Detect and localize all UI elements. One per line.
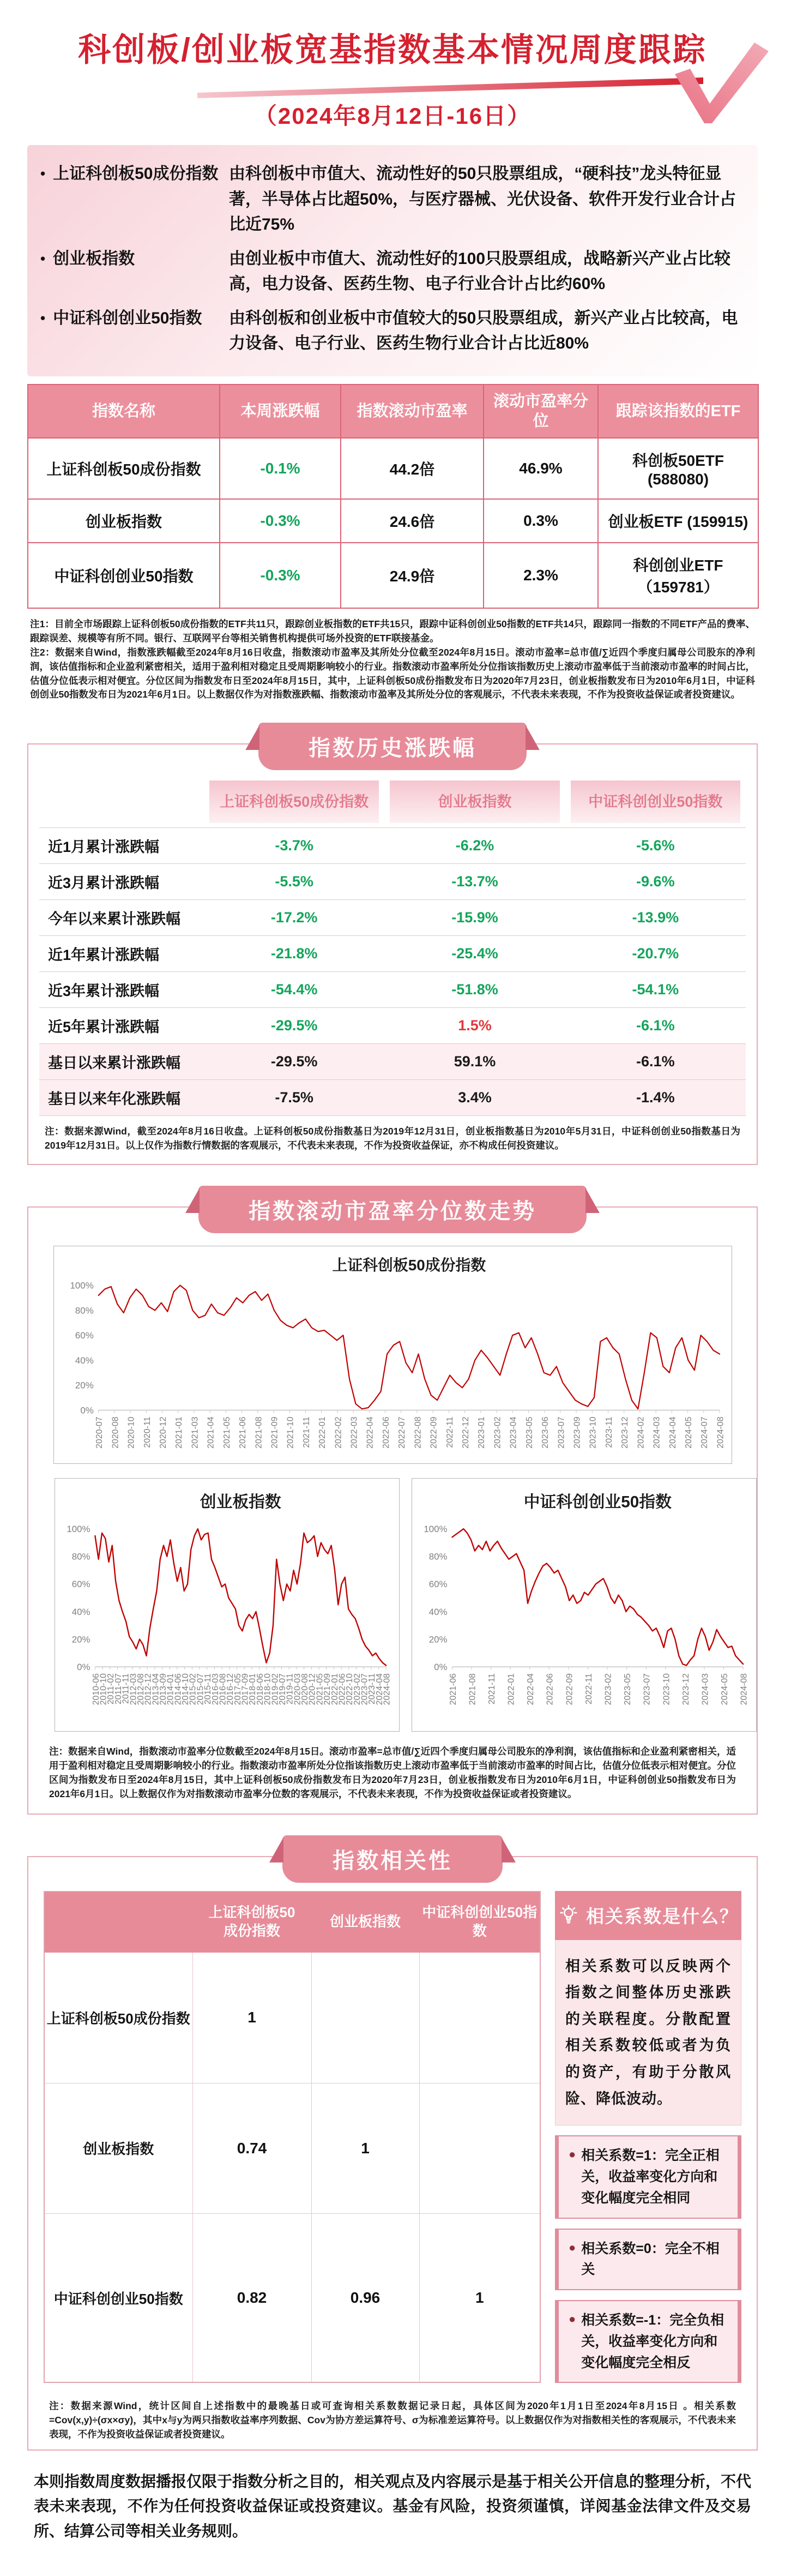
correlation-row-label: 创业板指数 (44, 2083, 192, 2213)
history-value-cell: -6.2% (384, 828, 565, 864)
correlation-info-card-text: 相关系数=0：完全不相关 (581, 2241, 720, 2278)
svg-text:2024-05: 2024-05 (720, 1673, 730, 1706)
svg-text:2012-03: 2012-03 (129, 1673, 138, 1706)
history-value-cell: -29.5% (204, 1044, 384, 1080)
svg-text:0%: 0% (434, 1662, 448, 1673)
svg-text:2020-07: 2020-07 (94, 1416, 104, 1449)
index-name-cell: 上证科创板50成份指数 (28, 438, 220, 499)
history-value-cell: -13.9% (565, 900, 746, 936)
history-row (39, 1044, 746, 1080)
history-value-cell: -3.7% (204, 828, 384, 864)
correlation-row (44, 2214, 540, 2383)
svg-text:20%: 20% (428, 1634, 448, 1645)
svg-text:2014-06: 2014-06 (173, 1673, 183, 1706)
svg-text:2023-05: 2023-05 (623, 1673, 633, 1706)
overview-table (27, 384, 759, 609)
svg-text:2016-03: 2016-03 (210, 1673, 220, 1706)
chart-title: 中证科创创业50指数 (523, 1493, 672, 1511)
svg-text:2023-07: 2023-07 (360, 1673, 370, 1706)
history-header-blank (39, 776, 204, 828)
correlation-info-card (555, 2135, 741, 2218)
history-value-cell: -5.5% (204, 864, 384, 900)
history-section (27, 736, 758, 1165)
svg-text:2021-01: 2021-01 (174, 1416, 184, 1449)
footer-disclaimer: 本则指数周度数据播报仅限于指数分析之目的，相关观点及内容展示是基于相关公开信息的整理分析，不代表未来表现，不作为任何投资收益保证或投资建议。基金有风险，投资须谨慎，详阅基金法律文件及交易所、结算公司等相关业务规则。 (34, 2472, 752, 2539)
svg-text:2020-03: 2020-03 (293, 1673, 303, 1706)
svg-text:2021-10: 2021-10 (286, 1416, 295, 1449)
weekly-change-cell: -0.3% (220, 543, 341, 608)
history-value-cell: -13.7% (384, 864, 565, 900)
history-row (39, 828, 746, 864)
correlation-row-label: 中证科创创业50指数 (44, 2214, 192, 2383)
svg-text:2023-12: 2023-12 (681, 1673, 691, 1706)
chart-title: 上证科创板50成份指数 (331, 1256, 486, 1274)
history-value-cell: -15.9% (384, 900, 565, 936)
svg-text:2021-06: 2021-06 (238, 1416, 247, 1449)
svg-text:2022-12: 2022-12 (461, 1416, 470, 1449)
correlation-header-row (44, 1892, 540, 1953)
pe-cell: 24.9倍 (341, 543, 484, 608)
etf-cell: 科创板50ETF (588080) (598, 438, 758, 499)
history-value-cell: 59.1% (384, 1044, 565, 1080)
svg-text:2022-11: 2022-11 (445, 1416, 455, 1448)
svg-text:2014-01: 2014-01 (166, 1673, 176, 1706)
history-value-cell: -51.8% (384, 972, 565, 1008)
chart-chinext (55, 1478, 400, 1732)
bullet-icon: ● (569, 2240, 576, 2254)
svg-text:2024-03: 2024-03 (701, 1673, 710, 1706)
svg-text:2023-12: 2023-12 (620, 1416, 630, 1449)
overview-col-header: 滚动市盈率分位 (484, 385, 598, 439)
valuation-ribbon: 指数滚动市盈率分位数走势 (198, 1186, 587, 1233)
history-table (39, 776, 746, 1116)
svg-text:2019-02: 2019-02 (270, 1673, 280, 1706)
pe-cell: 44.2倍 (341, 438, 484, 499)
correlation-value-cell: 0.82 (192, 2214, 311, 2383)
correlation-note: 注：数据来源Wind，统计区间自上述指数中的最晚基日或可查询相关系数数据记录日起，具体区间为2020年1月1日至2024年8月15日 。相关系数=Cov(x,y)÷(σx×σy)，其中x与y为两只指数收益率序列数据、Cov为协方差运算符号、σ为标准差运算符号。以上数据仅作为对指数相关性的客观展示，不代表未来表现，不作为投资收益保证或者投资建议。 (49, 2400, 736, 2440)
svg-text:2021-04: 2021-04 (206, 1416, 216, 1449)
svg-text:2018-10: 2018-10 (263, 1673, 273, 1706)
svg-text:2024-02: 2024-02 (636, 1416, 645, 1449)
overview-col-header: 本周涨跌幅 (220, 385, 341, 439)
svg-text:2022-09: 2022-09 (429, 1416, 439, 1449)
svg-text:2022-11: 2022-11 (584, 1673, 594, 1705)
overview-table-body (28, 438, 758, 608)
history-row-label: 近3年累计涨跌幅 (39, 972, 204, 1008)
svg-text:2011-07: 2011-07 (113, 1673, 123, 1705)
svg-text:2022-10: 2022-10 (345, 1673, 355, 1706)
history-value-cell: -29.5% (204, 1008, 384, 1044)
index-term-label: 创业板指数 (53, 249, 135, 268)
correlation-value-cell: 0.74 (192, 2083, 311, 2213)
history-row (39, 1008, 746, 1044)
history-note: 注：数据来源Wind，截至2024年8月16日收盘。上证科创板50成份指数基日为2019年12月31日，创业板指数基日为2010年5月31日，中证科创创业50指数基日为2019年12月31日。以上仅作为指数行情数据的客观展示，不代表未来表现，不作为投资收益保证，亦不构成任何投资建议。 (45, 1126, 740, 1151)
svg-text:2020-08: 2020-08 (110, 1416, 120, 1449)
etf-cell: 科创创业ETF（159781） (598, 543, 758, 608)
overview-table-head (28, 385, 758, 439)
correlation-table-body (44, 1953, 540, 2383)
history-row (39, 900, 746, 936)
valuation-section (27, 1199, 758, 1815)
index-name-cell: 创业板指数 (28, 499, 220, 543)
svg-text:2010-10: 2010-10 (99, 1673, 108, 1706)
history-value-cell: -7.5% (204, 1080, 384, 1116)
history-row-label: 近5年累计涨跌幅 (39, 1008, 204, 1044)
history-table-head (39, 776, 746, 828)
svg-text:40%: 40% (71, 1606, 90, 1617)
svg-text:100%: 100% (67, 1524, 90, 1535)
svg-text:2021-03: 2021-03 (190, 1416, 200, 1449)
intro-item (37, 306, 739, 357)
svg-text:2022-03: 2022-03 (349, 1416, 359, 1449)
overview-col-header: 跟踪该指数的ETF (598, 385, 758, 439)
bullet-icon: ● (569, 2147, 576, 2161)
history-row (39, 936, 746, 972)
overview-row (28, 438, 758, 499)
correlation-col-header: 创业板指数 (311, 1892, 419, 1953)
intro-item (37, 247, 739, 297)
valuation-inner (28, 1208, 757, 1814)
correlation-col-header: 上证科创板50 成份指数 (192, 1892, 311, 1953)
svg-text:2023-04: 2023-04 (509, 1416, 518, 1449)
correlation-info-card-text: 相关系数=-1：完全负相关，收益率变化方向和变化幅度完全相反 (581, 2313, 724, 2370)
intro-list (27, 145, 758, 376)
correlation-value-cell: 1 (192, 1953, 311, 2083)
svg-text:2024-08: 2024-08 (382, 1673, 392, 1706)
history-value-cell: -17.2% (204, 900, 384, 936)
svg-text:2014-10: 2014-10 (181, 1673, 191, 1706)
correlation-value-cell: 1 (419, 2214, 540, 2383)
bullet-icon: • (40, 309, 46, 326)
history-col-header (204, 776, 384, 828)
history-table-body (39, 828, 746, 1116)
svg-text:2019-11: 2019-11 (285, 1673, 295, 1705)
svg-text:2017-05: 2017-05 (233, 1673, 243, 1706)
svg-text:2016-08: 2016-08 (218, 1673, 228, 1706)
svg-text:2023-07: 2023-07 (642, 1673, 652, 1706)
svg-text:2024-08: 2024-08 (739, 1673, 749, 1706)
svg-text:2021-08: 2021-08 (253, 1416, 263, 1449)
correlation-section (27, 1848, 758, 2451)
overview-row (28, 543, 758, 608)
weekly-change-cell: -0.3% (220, 499, 341, 543)
svg-text:2024-05: 2024-05 (684, 1416, 693, 1449)
small-charts-row (55, 1478, 757, 1732)
history-row (39, 864, 746, 900)
svg-text:40%: 40% (75, 1355, 94, 1366)
svg-text:2015-07: 2015-07 (196, 1673, 206, 1706)
overview-note-2: 注2：数据来自Wind，指数涨跌幅截至2024年8月16日收盘，指数滚动市盈率及其所处分位截至2024年8月15日。滚动市盈率=总市值/∑近四个季度归属母公司股东的净利润，该估值指标和企业盈利紧密相关，适用于盈利相对稳定且受周期影响较小的行业。指数滚动市盈率所处分位指该指数历史上滚动市盈率低于当前滚动市盈率的时间占比，估值分位低表示相对便宜。分位区间为指数发布日至2024年8月15日，其中，上证科创板50成份指数发布日为2020年7月23日，创业板指数发布日为2010年6月1日，中证科创创业50指数发布日为2021年6月1日。以上数据仅作为对指数涨跌幅、指数滚动市盈率及其所处分位的客观展示，不代表未来表现，不作为投资收益保证或者投资建议。 (30, 646, 755, 700)
overview-row (28, 499, 758, 543)
svg-text:2015-11: 2015-11 (203, 1673, 213, 1705)
svg-text:2018-06: 2018-06 (255, 1673, 265, 1706)
svg-text:2011-02: 2011-02 (106, 1673, 116, 1705)
index-name-cell: 中证科创创业50指数 (28, 543, 220, 608)
correlation-value-cell: 1 (311, 2083, 419, 2213)
pe-percentile-cell: 46.9% (484, 438, 598, 499)
correlation-table-head (44, 1892, 540, 1953)
svg-text:2022-06: 2022-06 (381, 1416, 391, 1449)
correlation-info-card-text: 相关系数=1：完全正相关，收益率变化方向和变化幅度完全相同 (581, 2148, 720, 2206)
svg-text:20%: 20% (75, 1380, 94, 1391)
history-value-cell: -21.8% (204, 936, 384, 972)
chart-star-chinext50 (412, 1478, 757, 1732)
index-description: 由科创板和创业板中市值较大的50只股票组成，新兴产业占比较高，电力设备、电子行业、医药生物行业合计占比近80% (229, 309, 738, 352)
svg-text:2020-08: 2020-08 (300, 1673, 310, 1706)
index-description: 由创业板中市值大、流动性好的100只股票组成，战略新兴产业占比较高，电力设备、医药生物、电子行业合计占比约60% (229, 249, 731, 293)
svg-text:2023-11: 2023-11 (604, 1416, 614, 1448)
correlation-info-card (555, 2300, 741, 2383)
weekly-change-cell: -0.1% (220, 438, 341, 499)
history-value-cell: 3.4% (384, 1080, 565, 1116)
history-ribbon: 指数历史涨跌幅 (258, 723, 527, 770)
history-row (39, 972, 746, 1008)
svg-text:2023-01: 2023-01 (476, 1416, 486, 1449)
correlation-value-cell (419, 2083, 540, 2213)
history-value-cell: -6.1% (565, 1044, 746, 1080)
bullet-icon: • (40, 250, 46, 267)
bullet-icon: • (40, 165, 46, 182)
svg-text:2024-08: 2024-08 (715, 1416, 725, 1449)
svg-text:2013-09: 2013-09 (159, 1673, 168, 1706)
pe-percentile-cell: 0.3% (484, 499, 598, 543)
svg-text:2021-06: 2021-06 (448, 1673, 458, 1706)
correlation-ribbon: 指数相关性 (282, 1835, 503, 1883)
svg-text:2022-06: 2022-06 (337, 1673, 347, 1706)
correlation-header-blank (44, 1892, 192, 1953)
svg-text:2022-07: 2022-07 (397, 1416, 407, 1449)
svg-text:2023-06: 2023-06 (540, 1416, 550, 1449)
correlation-info-panel (555, 1891, 741, 2383)
svg-text:2022-01: 2022-01 (317, 1416, 327, 1449)
history-row-label: 基日以来年化涨跌幅 (39, 1080, 204, 1116)
overview-col-header: 指数名称 (28, 385, 220, 439)
history-value-cell: -54.1% (565, 972, 746, 1008)
index-term (37, 161, 229, 238)
history-value-cell: -6.1% (565, 1008, 746, 1044)
page-title: 科创板/创业板宽基指数基本情况周度跟踪 (78, 32, 707, 68)
intro-item (37, 161, 739, 238)
correlation-value-cell: 0.96 (311, 2214, 419, 2383)
correlation-table (44, 1891, 541, 2383)
svg-text:2024-03: 2024-03 (652, 1416, 662, 1449)
correlation-row-label: 上证科创板50成份指数 (44, 1953, 192, 2083)
correlation-info-bullets (555, 2135, 741, 2383)
index-term (37, 306, 229, 357)
svg-text:40%: 40% (428, 1606, 448, 1617)
history-col-chip: 上证科创板50成份指数 (209, 780, 379, 823)
svg-text:2018-01: 2018-01 (248, 1673, 258, 1706)
correlation-value-cell (419, 1953, 540, 2083)
svg-text:2021-11: 2021-11 (301, 1416, 311, 1448)
svg-text:2012-12: 2012-12 (143, 1673, 153, 1706)
svg-text:2024-04: 2024-04 (375, 1673, 384, 1706)
history-row-label: 近1月累计涨跌幅 (39, 828, 204, 864)
correlation-info-header (555, 1891, 741, 1940)
history-row-label: 近1年累计涨跌幅 (39, 936, 204, 972)
svg-text:2013-04: 2013-04 (151, 1673, 161, 1706)
svg-text:2020-11: 2020-11 (142, 1416, 152, 1448)
correlation-info-title: 相关系数是什么？ (586, 1906, 739, 1927)
index-term-label: 上证科创板50成份指数 (53, 165, 219, 183)
svg-text:2022-04: 2022-04 (526, 1673, 536, 1706)
history-inner (28, 744, 757, 1164)
etf-cell: 创业板ETF (159915) (598, 499, 758, 543)
svg-text:80%: 80% (75, 1305, 94, 1316)
overview-col-header: 指数滚动市盈率 (341, 385, 484, 439)
svg-text:2024-04: 2024-04 (668, 1416, 678, 1449)
svg-text:2021-09: 2021-09 (323, 1673, 333, 1706)
overview-header-row (28, 385, 758, 439)
svg-text:2023-02: 2023-02 (492, 1416, 502, 1449)
svg-text:80%: 80% (428, 1551, 448, 1562)
history-row-label: 基日以来累计涨跌幅 (39, 1044, 204, 1080)
correlation-info-body: 相关系数可以反映两个指数之间整体历史涨跌的关联程度。分散配置相关系数较低或者为负的资产，有助于分散风险、降低波动。 (555, 1940, 741, 2126)
svg-text:2024-07: 2024-07 (699, 1416, 709, 1449)
bottom-spacer (0, 2543, 785, 2576)
svg-text:100%: 100% (70, 1280, 94, 1291)
correlation-col-header: 中证科创创业50指数 (419, 1892, 540, 1953)
svg-text:2012-08: 2012-08 (136, 1673, 146, 1706)
bullet-icon: ● (569, 2312, 576, 2326)
history-value-cell: -1.4% (565, 1080, 746, 1116)
page-subtitle: （2024年8月12日-16日） (253, 103, 532, 129)
svg-text:2017-09: 2017-09 (240, 1673, 250, 1706)
svg-text:2023-10: 2023-10 (588, 1416, 598, 1449)
svg-text:2023-11: 2023-11 (367, 1673, 377, 1705)
svg-text:2021-11: 2021-11 (487, 1673, 497, 1705)
history-col-header (565, 776, 746, 828)
svg-text:2023-07: 2023-07 (556, 1416, 566, 1449)
pe-percentile-line-chart (55, 1479, 399, 1731)
history-col-chip: 中证科创创业50指数 (571, 780, 740, 823)
svg-text:2021-05: 2021-05 (315, 1673, 325, 1706)
svg-text:2023-02: 2023-02 (352, 1673, 362, 1706)
chart-title: 创业板指数 (200, 1493, 281, 1511)
svg-text:2022-01: 2022-01 (506, 1673, 516, 1706)
valuation-note: 注：数据来自Wind，指数滚动市盈率分位数截至2024年8月15日。滚动市盈率=总市值/∑近四个季度归属母公司股东的净利润，该估值指标和企业盈利紧密相关，适用于盈利相对稳定且受周期影响较小的行业。指数滚动市盈率所处分位指该指数历史上滚动市盈率低于当前滚动市盈率的时间占比，估值分位低表示相对便宜。分位区间为指数发布日至2024年8月15日，其中上证科创板50成份指数发布日为2020年7月23日，创业板指数发布日为2010年6月1日，中证科创创业50指数发布日为2021年6月1日。以上数据仅作为对指数滚动市盈率分位数的客观展示，不代表未来表现，不作为投资收益保证或者投资建议。 (49, 1746, 736, 1799)
history-header-row (39, 776, 746, 828)
pe-percentile-cell: 2.3% (484, 543, 598, 608)
svg-text:2022-02: 2022-02 (333, 1416, 343, 1449)
svg-text:2023-02: 2023-02 (603, 1673, 613, 1706)
pe-cell: 24.6倍 (341, 499, 484, 543)
svg-text:2015-02: 2015-02 (188, 1673, 198, 1706)
svg-text:2010-06: 2010-06 (91, 1673, 101, 1706)
svg-text:2016-12: 2016-12 (226, 1673, 235, 1706)
correlation-value-cell (311, 1953, 419, 2083)
history-value-cell: 1.5% (384, 1008, 565, 1044)
history-col-chip: 创业板指数 (390, 780, 559, 823)
svg-text:2019-07: 2019-07 (277, 1673, 287, 1706)
svg-text:2022-06: 2022-06 (545, 1673, 555, 1706)
chart-sse-star50 (53, 1246, 732, 1464)
history-col-header (384, 776, 565, 828)
correlation-info-card (555, 2229, 741, 2291)
svg-text:60%: 60% (75, 1330, 94, 1341)
svg-text:2022-04: 2022-04 (365, 1416, 375, 1449)
svg-text:2021-09: 2021-09 (269, 1416, 279, 1449)
history-value-cell: -20.7% (565, 936, 746, 972)
history-value-cell: -5.6% (565, 828, 746, 864)
svg-text:80%: 80% (71, 1551, 90, 1562)
svg-text:2020-12: 2020-12 (307, 1673, 317, 1706)
history-value-cell: -9.6% (565, 864, 746, 900)
svg-text:2023-10: 2023-10 (662, 1673, 672, 1706)
svg-text:2021-05: 2021-05 (222, 1416, 232, 1449)
index-term (37, 247, 229, 297)
svg-text:2020-12: 2020-12 (158, 1416, 168, 1449)
correlation-row (44, 1953, 540, 2083)
overview-notes (30, 617, 755, 702)
svg-text:2020-10: 2020-10 (126, 1416, 136, 1449)
svg-text:0%: 0% (77, 1662, 90, 1673)
history-row (39, 1080, 746, 1116)
history-row-label: 今年以来累计涨跌幅 (39, 900, 204, 936)
svg-text:2021-08: 2021-08 (468, 1673, 478, 1706)
svg-text:2023-09: 2023-09 (572, 1416, 582, 1449)
svg-text:2022-09: 2022-09 (565, 1673, 575, 1706)
svg-text:0%: 0% (80, 1405, 94, 1416)
svg-text:2023-05: 2023-05 (524, 1416, 534, 1449)
svg-text:60%: 60% (71, 1579, 90, 1590)
correlation-row (44, 2083, 540, 2213)
overview-note-1: 注1：目前全市场跟踪上证科创板50成份指数的ETF共11只，跟踪创业板指数的ETF共15只，跟踪中证科创创业50指数的ETF共14只，跟踪同一指数的不同ETF产品的费率、跟踪误差、规模等有所不同。银行、互联网平台等相关销售机构提供可场外投资的ETF联接基金。 (30, 619, 755, 644)
svg-text:2011-11: 2011-11 (121, 1673, 131, 1704)
history-value-cell: -25.4% (384, 936, 565, 972)
svg-text:20%: 20% (71, 1634, 90, 1645)
svg-text:2022-08: 2022-08 (413, 1416, 422, 1449)
history-value-cell: -54.4% (204, 972, 384, 1008)
svg-text:60%: 60% (428, 1579, 448, 1590)
pe-percentile-line-chart (412, 1479, 756, 1731)
index-term-label: 中证科创创业50指数 (53, 309, 202, 327)
lightbulb-icon (558, 1905, 579, 1926)
svg-text:100%: 100% (424, 1524, 448, 1535)
index-description: 由科创板中市值大、流动性好的50只股票组成，“硬科技”龙头特征显著，半导体占比超50%，与医疗器械、光伏设备、软件开发行业合计占比近75% (229, 165, 736, 233)
history-row-label: 近3月累计涨跌幅 (39, 864, 204, 900)
pe-percentile-line-chart (54, 1246, 732, 1463)
svg-text:2022-01: 2022-01 (330, 1673, 340, 1706)
